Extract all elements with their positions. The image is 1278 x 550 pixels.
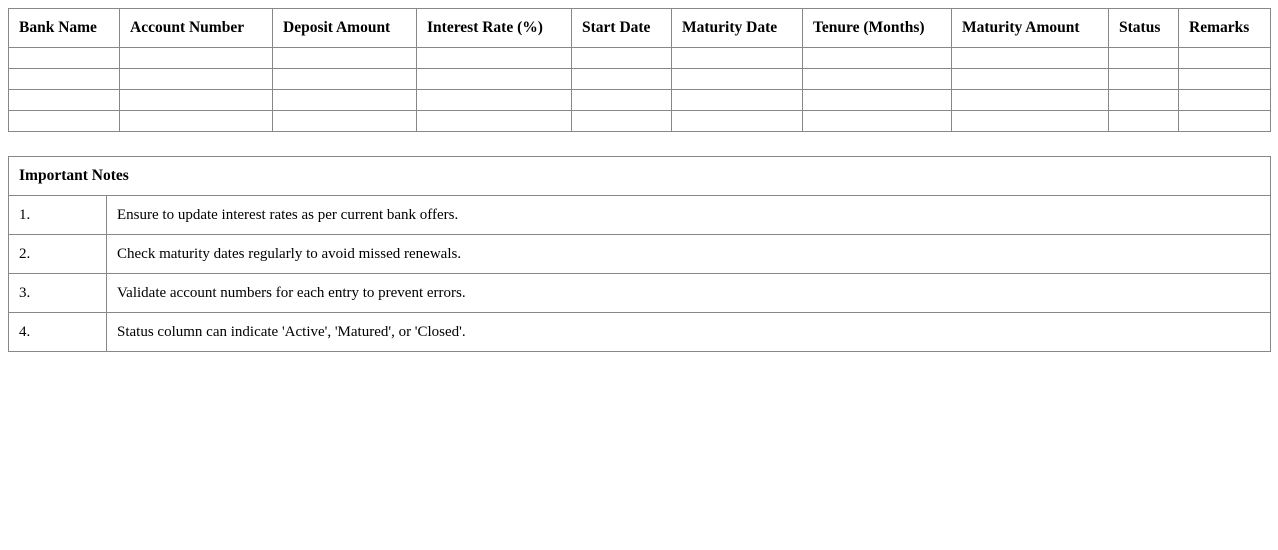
note-number: 1. bbox=[9, 196, 107, 235]
table-cell[interactable] bbox=[952, 111, 1109, 132]
table-cell[interactable] bbox=[417, 90, 572, 111]
table-cell[interactable] bbox=[952, 48, 1109, 69]
table-cell[interactable] bbox=[672, 69, 803, 90]
table-cell[interactable] bbox=[803, 111, 952, 132]
note-text: Ensure to update interest rates as per current bank offers. bbox=[107, 196, 1271, 235]
table-cell[interactable] bbox=[803, 90, 952, 111]
note-text: Check maturity dates regularly to avoid missed renewals. bbox=[107, 235, 1271, 274]
important-notes-table bbox=[8, 156, 1271, 352]
column-header-remarks: Remarks bbox=[1179, 9, 1271, 48]
note-number: 2. bbox=[9, 235, 107, 274]
table-cell[interactable] bbox=[572, 90, 672, 111]
table-cell[interactable] bbox=[1179, 111, 1271, 132]
column-header-maturity-date: Maturity Date bbox=[672, 9, 803, 48]
table-cell[interactable] bbox=[9, 69, 120, 90]
table-cell[interactable] bbox=[1109, 69, 1179, 90]
note-number: 4. bbox=[9, 313, 107, 352]
column-header-start-date: Start Date bbox=[572, 9, 672, 48]
table-cell[interactable] bbox=[803, 48, 952, 69]
note-text: Status column can indicate 'Active', 'Matured', or 'Closed'. bbox=[107, 313, 1271, 352]
table-cell[interactable] bbox=[1179, 90, 1271, 111]
table-row bbox=[9, 90, 1271, 111]
table-cell[interactable] bbox=[9, 90, 120, 111]
note-row bbox=[9, 313, 1271, 352]
table-cell[interactable] bbox=[9, 48, 120, 69]
table-cell[interactable] bbox=[120, 90, 273, 111]
table-cell[interactable] bbox=[9, 111, 120, 132]
table-cell[interactable] bbox=[417, 48, 572, 69]
deposit-table bbox=[8, 8, 1271, 132]
note-row bbox=[9, 274, 1271, 313]
column-header-bank-name: Bank Name bbox=[9, 9, 120, 48]
table-row bbox=[9, 69, 1271, 90]
note-row bbox=[9, 235, 1271, 274]
table-cell[interactable] bbox=[1179, 48, 1271, 69]
column-header-maturity-amount: Maturity Amount bbox=[952, 9, 1109, 48]
table-cell[interactable] bbox=[572, 111, 672, 132]
note-text: Validate account numbers for each entry to prevent errors. bbox=[107, 274, 1271, 313]
column-header-status: Status bbox=[1109, 9, 1179, 48]
table-cell[interactable] bbox=[952, 90, 1109, 111]
table-cell[interactable] bbox=[273, 90, 417, 111]
table-cell[interactable] bbox=[803, 69, 952, 90]
table-cell[interactable] bbox=[672, 111, 803, 132]
table-cell[interactable] bbox=[417, 69, 572, 90]
table-cell[interactable] bbox=[952, 69, 1109, 90]
notes-title-row bbox=[9, 157, 1271, 196]
table-cell[interactable] bbox=[572, 48, 672, 69]
page-content bbox=[8, 8, 1270, 352]
table-cell[interactable] bbox=[273, 69, 417, 90]
column-header-account-number: Account Number bbox=[120, 9, 273, 48]
table-cell[interactable] bbox=[273, 111, 417, 132]
table-cell[interactable] bbox=[120, 48, 273, 69]
note-row bbox=[9, 196, 1271, 235]
table-cell[interactable] bbox=[1179, 69, 1271, 90]
table-cell[interactable] bbox=[1109, 90, 1179, 111]
table-header-row bbox=[9, 9, 1271, 48]
column-header-tenure: Tenure (Months) bbox=[803, 9, 952, 48]
table-cell[interactable] bbox=[672, 48, 803, 69]
column-header-deposit-amount: Deposit Amount bbox=[273, 9, 417, 48]
table-cell[interactable] bbox=[273, 48, 417, 69]
notes-title: Important Notes bbox=[9, 157, 1271, 196]
table-cell[interactable] bbox=[417, 111, 572, 132]
table-cell[interactable] bbox=[572, 69, 672, 90]
table-row bbox=[9, 111, 1271, 132]
table-row bbox=[9, 48, 1271, 69]
table-cell[interactable] bbox=[120, 111, 273, 132]
column-header-interest-rate: Interest Rate (%) bbox=[417, 9, 572, 48]
table-cell[interactable] bbox=[672, 90, 803, 111]
note-number: 3. bbox=[9, 274, 107, 313]
table-cell[interactable] bbox=[120, 69, 273, 90]
table-cell[interactable] bbox=[1109, 48, 1179, 69]
table-cell[interactable] bbox=[1109, 111, 1179, 132]
